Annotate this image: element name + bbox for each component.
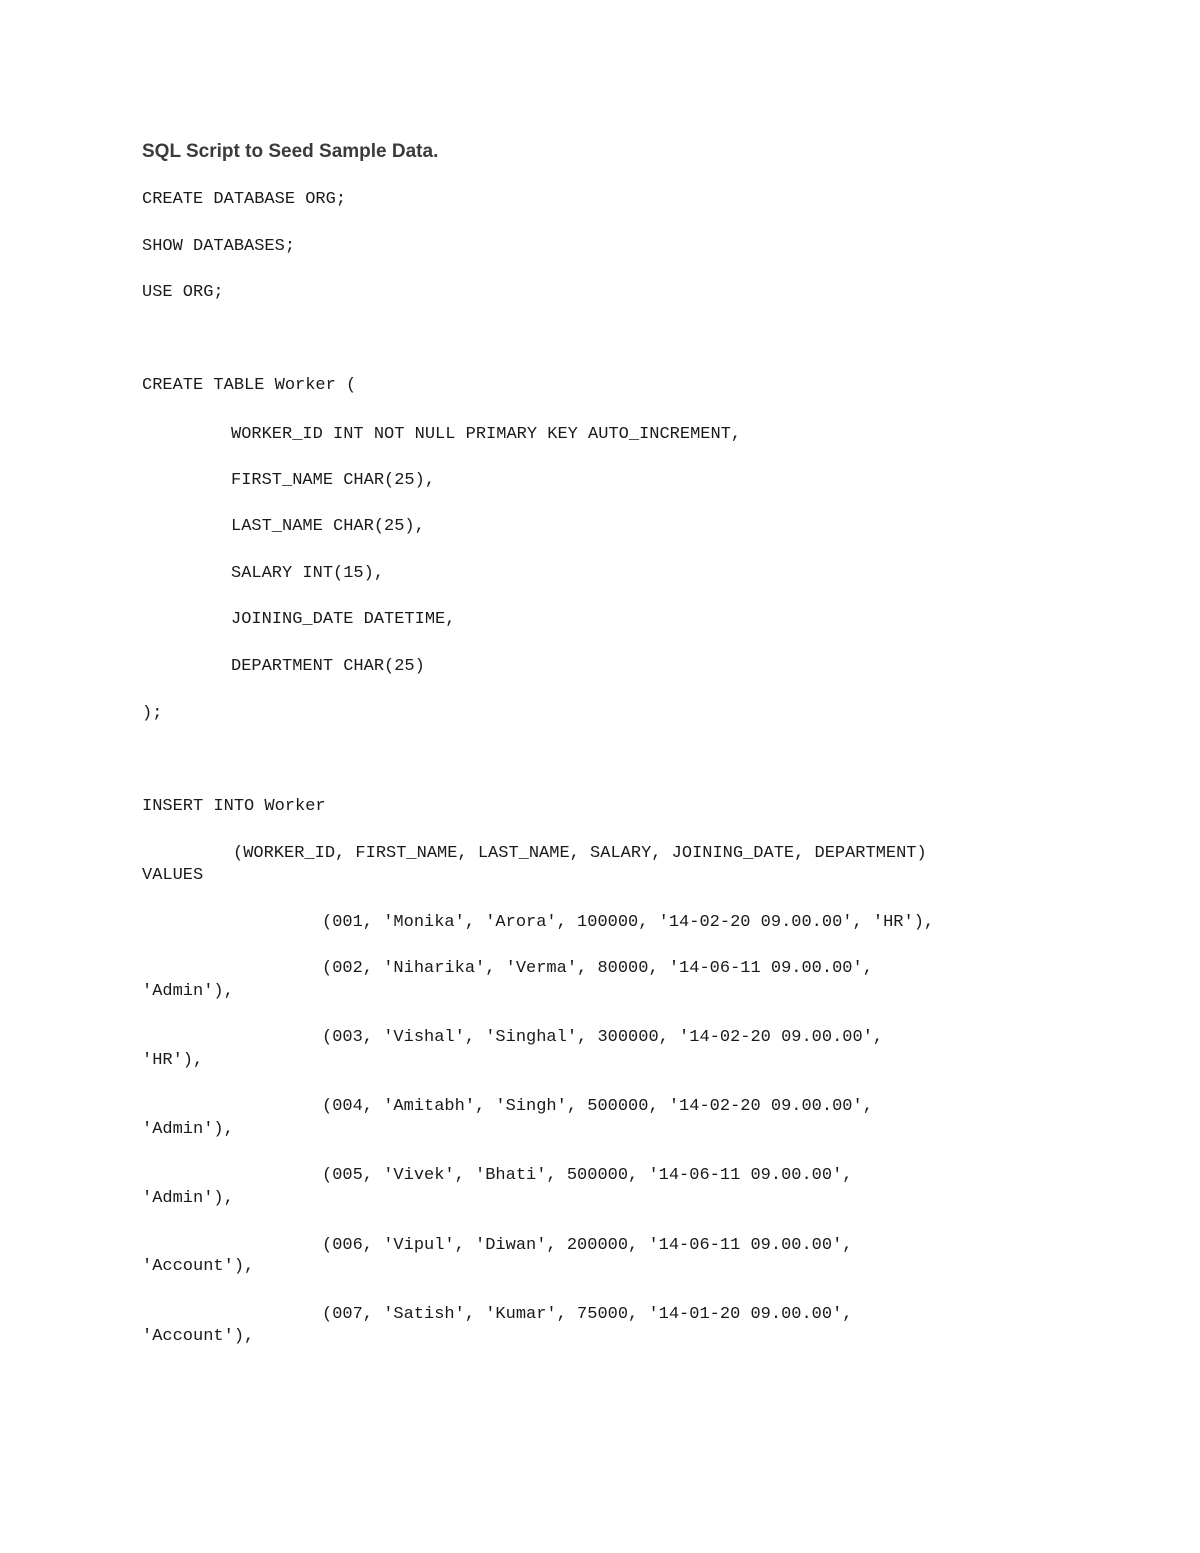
- code-line: 'Account'),: [142, 1257, 255, 1276]
- code-line: VALUES: [142, 866, 204, 885]
- code-line: 'HR'),: [142, 1051, 204, 1070]
- code-line: SALARY INT(15),: [231, 564, 385, 583]
- code-line: (003, 'Vishal', 'Singhal', 300000, '14-02-20 09.00.00',: [322, 1028, 884, 1047]
- code-line: JOINING_DATE DATETIME,: [231, 610, 456, 629]
- code-line: CREATE DATABASE ORG;: [142, 190, 347, 209]
- code-line: 'Admin'),: [142, 1120, 234, 1139]
- code-line: (004, 'Amitabh', 'Singh', 500000, '14-02-20 09.00.00',: [322, 1097, 873, 1116]
- code-line: WORKER_ID INT NOT NULL PRIMARY KEY AUTO_INCREMENT,: [231, 425, 742, 444]
- code-line: 'Admin'),: [142, 982, 234, 1001]
- code-line: USE ORG;: [142, 283, 224, 302]
- code-line: INSERT INTO Worker: [142, 797, 326, 816]
- code-line: (006, 'Vipul', 'Diwan', 200000, '14-06-11 09.00.00',: [322, 1236, 853, 1255]
- code-line: (001, 'Monika', 'Arora', 100000, '14-02-20 09.00.00', 'HR'),: [322, 913, 935, 932]
- code-line: SHOW DATABASES;: [142, 237, 296, 256]
- code-line: );: [142, 704, 163, 723]
- code-line: (WORKER_ID, FIRST_NAME, LAST_NAME, SALARY, JOINING_DATE, DEPARTMENT): [233, 844, 927, 863]
- code-line: DEPARTMENT CHAR(25): [231, 657, 425, 676]
- code-line: FIRST_NAME CHAR(25),: [231, 471, 436, 490]
- code-line: 'Admin'),: [142, 1189, 234, 1208]
- code-line: CREATE TABLE Worker (: [142, 376, 357, 395]
- code-line: (007, 'Satish', 'Kumar', 75000, '14-01-20 09.00.00',: [322, 1305, 853, 1324]
- code-line: (005, 'Vivek', 'Bhati', 500000, '14-06-11 09.00.00',: [322, 1166, 853, 1185]
- code-line: 'Account'),: [142, 1327, 255, 1346]
- code-line: (002, 'Niharika', 'Verma', 80000, '14-06-11 09.00.00',: [322, 959, 873, 978]
- code-line: LAST_NAME CHAR(25),: [231, 517, 425, 536]
- document-title: SQL Script to Seed Sample Data.: [142, 141, 439, 162]
